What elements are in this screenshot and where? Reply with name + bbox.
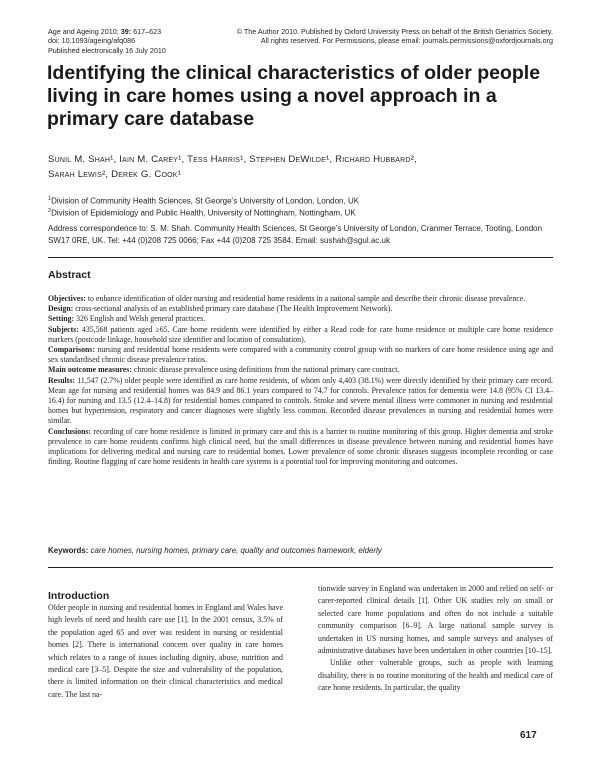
authors-line-1: Sunil M. Shah¹, Iain M. Carey¹, Tess Harris¹, Stephen DeWilde¹, Richard Hubbard², (48, 154, 417, 165)
body-column-right (318, 583, 553, 695)
journal-citation (48, 27, 166, 55)
abstract-body (48, 294, 553, 467)
abstract-objectives: Objectives: to enhance identification of older nursing and residential home residents in a national sample and describe their chronic disease prevalence. (48, 294, 526, 303)
author-list (48, 152, 558, 182)
abstract-results: Results: 11,547 (2.7%) older people were identified as care home residents, of whom only 4,403 (38.1%) were directly identified by their primary care record. Mean age for nursing and residential homes was 84.9 and 86.1 years compared to 74.7 for controls. Prevalence ratios for dementia were 14.8 (95% CI 13.4–16.4) for nursing and 13.5 (12.4–14.8) for residential homes compared to controls. Stroke and severe mental illness were commoner in nursing and residential homes but hypertension, respiratory and cancer diagnoses were slightly less common. Recorded disease prevalences in nursing and residential homes were similar. (48, 375, 553, 426)
affiliation-1: $^1$Division of Community Health Sciences, St George’s University of London, London, UK (48, 196, 360, 206)
doi-line[interactable]: doi: 10.1093/ageing/afq086 (48, 36, 136, 46)
article-title: Identifying the clinical characteristics of older people living in care homes using a novel approach in a primary care database (47, 62, 541, 130)
correspondence-address: Address correspondence to: S. M. Shah. Community Health Sciences, St George’s University of London, Cranmer Terrace, Tooting, London SW17 0RE, UK. Tel: +44 (0)208 725 0066; Fax +44 (0)208 725 3584. Email: sushah@sgul.ac.uk (48, 224, 543, 245)
citation-line-1: Age and Ageing 2010; 39: 617–623 (48, 27, 162, 36)
affiliation-2: $^2$Division of Epidemiology and Public Health, University of Nottingham, Nottingham, UK (48, 208, 356, 218)
abstract-heading: Abstract (48, 269, 91, 281)
abstract-setting: Setting: 326 English and Welsh general practices. (48, 314, 206, 324)
authors-line-2: Sarah Lewis², Derek G. Cook¹ (48, 169, 181, 180)
abstract-outcome-measures: Main outcome measures: chronic disease prevalence using definitions from the national primary care contract. (48, 365, 400, 375)
copyright-notice (203, 27, 553, 46)
introduction-heading: Introduction (48, 590, 110, 602)
abstract-conclusions: Conclusions: recording of care home residence is limited in primary care and this is a barrier to routine monitoring of this group. Higher dementia and stroke prevalence in care home residents confirms high clinical need, but the small differences in disease prevalence between nursing and residential homes have implications for delivering medical and nursing care to residential homes. Lower prevalence of some chronic diseases suggests incomplete recording or case finding. Routine flagging of care home residents in health care systems is a potential tool for improving monitoring and outcomes. (48, 426, 553, 467)
divider-bottom (48, 567, 553, 568)
intro-paragraph-2: Unlike other vulnerable groups, such as people with learning disability, there is no routine monitoring of the health and medical care of care home residents. In particular, the quality (318, 658, 553, 693)
abstract-comparisons: Comparisons: nursing and residential home residents were compared with a community control group with no markers of care home residence using age and sex standardised chronic disease prevalence ratios. (48, 345, 553, 365)
copyright-line: © The Author 2010. Published by Oxford University Press on behalf of the British Geriatrics Society. (236, 27, 553, 36)
body-column-left (48, 602, 283, 701)
divider-top (48, 257, 553, 258)
intro-paragraph-1: Older people in nursing and residential homes in England and Wales have high levels of need and health care use [1]. In the 2001 census, 3.5% of the population aged 65 and over was resident in nursing or residential homes [2]. There is international concern over quality in care homes which relates to a range of issues including dignity, abuse, nutrition and medical care [3–5]. Despite the size and vulnerability of the population, there is limited information on their clinical characteristics and medical care. The last na- (48, 603, 283, 699)
permissions-line: All rights reserved. For Permissions, please email: journals.permissions@oxfordjournals.org (260, 36, 553, 46)
abstract-subjects: Subjects: 435,568 patients aged ≥65. Care home residents were identified by either a Read code for care home residence or multiple care home residence markers (postcode linkage, household size identifier and location of consultation). (48, 324, 553, 344)
intro-paragraph-1-cont: tionwide survey in England was undertaken in 2000 and relied on self- or carer-reported clinical details [1]. Other UK studies rely on small or selected care home populations and often do not include a suitable community comparison [6–9]. A large national sample survey is undertaken in US nursing homes, and sample surveys and analyses of administrative databases have been undertaken in other countries [10–15]. (318, 584, 553, 656)
keywords: Keywords: care homes, nursing homes, primary care, quality and outcomes framework, elderly (48, 546, 382, 555)
page-number: 617 (520, 730, 537, 741)
published-date: Published electronically 16 July 2010 (48, 45, 166, 55)
abstract-design: Design: cross-sectional analysis of an established primary care database (The Health Improvement Network). (48, 304, 393, 314)
